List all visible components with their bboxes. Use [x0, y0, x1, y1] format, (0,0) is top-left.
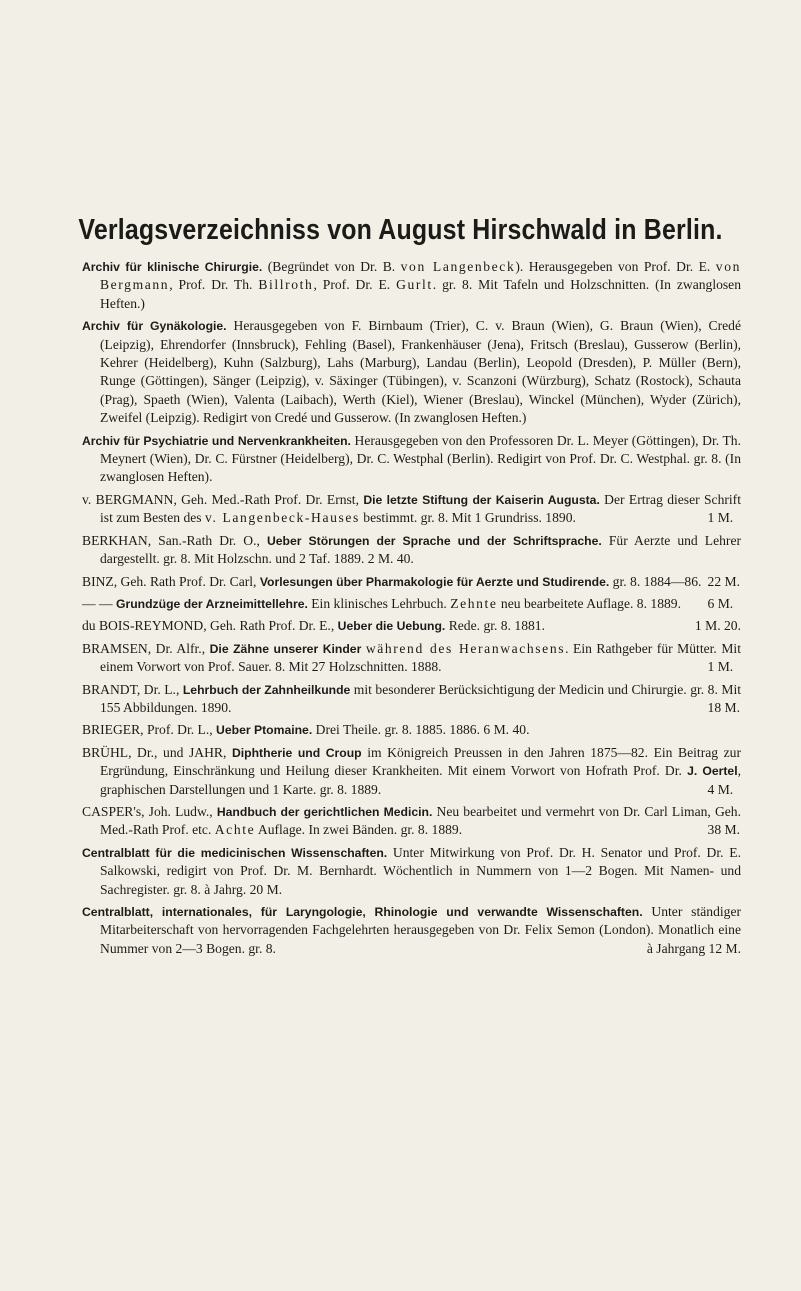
entry-text: Unter ständiger Mitarbeiterschaft von hervorragenden Fachgelehrten herausgegeben von Dr. Felix Semon (London). Monatlich eine Nummer von 2—3 Bogen. gr. 8.: [100, 904, 742, 956]
entry-book-title: Ueber Störungen der Sprache und der Schriftsprache.: [266, 533, 602, 548]
list-item: [82, 595, 741, 613]
entry-text: Unter Mitwirkung von Prof. Dr. H. Senator und Prof. Dr. E. Salkowski, redigirt von Prof. Dr. M. Bernhardt. Wöchentlich in Nummern von 1—2 Bogen. Mit Namen- und Sachregister. gr. 8. à Jahrg. 20 M.: [100, 844, 741, 897]
entry-keyword: Centralblatt, internationales, für Laryngologie, Rhinologie und verwandte Wissenschaften.: [82, 905, 643, 919]
list-item: [82, 532, 741, 569]
page-title: Verlagsverzeichniss von August Hirschwald in Berlin.: [78, 214, 723, 246]
entry-text: , Prof. Dr. E.: [313, 277, 397, 293]
entry-text: im Königreich Preussen in den Jahren 1875—82. Ein Beitrag zur Ergründung, Einschränkung und Heilung dieser Krankheiten. Mit einem Vorwort von Hofrath Prof. Dr.: [100, 744, 741, 779]
entry-author: von Bergmann: [100, 259, 741, 293]
entry-book-title: Vorlesungen über Pharmakologie für Aerzte und Studirende.: [259, 574, 610, 589]
entry-keyword: Centralblatt für die medicinischen Wissenschaften.: [82, 845, 388, 860]
entry-spaced-text: Achte: [214, 822, 256, 838]
entry-price: 4 M.: [707, 781, 734, 797]
entry-text: ). Herausgegeben von Prof. Dr. E.: [515, 259, 716, 274]
entry-price: 22 M.: [707, 573, 740, 589]
entry-book-title: Die Zähne unserer Kinder: [209, 641, 362, 656]
entry-text: Für Aerzte und Lehrer dargestellt. gr. 8. Mit Holzschn. und 2 Taf. 1889. 2 M. 40.: [100, 532, 742, 567]
list-item: [82, 681, 741, 718]
entry-text: , Prof. Dr. Th.: [169, 277, 259, 293]
entry-text: Rede. gr. 8. 1881.: [445, 618, 545, 634]
entry-author: Gurlt: [396, 277, 433, 293]
entry-book-title: Ueber die Uebung.: [337, 619, 446, 634]
entry-spaced-text: v. Langenbeck-Hauses: [204, 510, 360, 526]
list-item: [82, 721, 741, 739]
entry-text: Herausgegeben von den Professoren Dr. L. Meyer (Göttingen), Dr. Th. Meynert (Wien), Dr. C. Fürstner (Heidelberg), Dr. C. Westphal (Berlin). Redigirt von Prof. Dr. C. Westphal. gr. 8. (In zwanglosen Heften).: [100, 432, 741, 485]
list-item: [82, 744, 741, 799]
entry-author: CASPER's, Joh. Ludw.,: [82, 803, 217, 819]
entry-price: 18 M.: [707, 699, 740, 715]
list-item: [82, 803, 741, 840]
entry-price: 1 M.: [707, 510, 734, 526]
entry-author: BINZ, Geh. Rath Prof. Dr. Carl,: [82, 573, 260, 589]
entry-text: . Ein Rathgeber für Mütter. Mit einem Vorwort von Prof. Sauer. 8. Mit 27 Holzschnitten. 1888.: [100, 640, 741, 675]
list-item: [82, 573, 741, 591]
entry-text: neu bearbeitete Auflage. 8. 1889.: [497, 595, 681, 611]
list-item: [82, 640, 741, 677]
entry-price: 38 M.: [707, 822, 740, 838]
entry-author: Billroth: [258, 277, 314, 293]
entry-text: Drei Theile. gr. 8. 1885. 1886. 6 M. 40.: [312, 722, 530, 738]
entry-price: 1 M. 20.: [694, 618, 741, 634]
entry-text: Ein klinisches Lehrbuch.: [307, 595, 451, 611]
entry-book-title: J. Oertel: [687, 764, 738, 779]
entry-book-title: Diphtherie und Croup: [231, 745, 362, 760]
list-item: [82, 317, 741, 427]
entry-text: Neu bearbeitet und vermehrt von Dr. Carl Liman, Geh. Med.-Rath Prof. etc.: [100, 803, 742, 838]
entry-keyword: Archiv für Psychiatrie und Nervenkrankheiten.: [82, 433, 351, 448]
entry-keyword: Archiv für Gynäkologie.: [82, 319, 227, 334]
entry-text: Der Ertrag dieser Schrift ist zum Besten des: [100, 491, 741, 526]
list-item: [82, 844, 741, 899]
entry-book-title: Handbuch der gerichtlichen Medicin.: [216, 804, 433, 819]
entry-text: Auflage. In zwei Bänden. gr. 8. 1889.: [255, 822, 463, 838]
entry-author: BRANDT, Dr. L.,: [82, 681, 183, 697]
entry-price: à Jahrgang 12 M.: [646, 940, 741, 956]
entry-spaced-text: Zehnte: [450, 595, 498, 611]
entry-text: bestimmt. gr. 8. Mit 1 Grundriss. 1890.: [359, 510, 576, 526]
entry-text: . gr. 8. Mit Tafeln und Holzschnitten. (In zwanglosen Heften.): [100, 277, 742, 311]
entry-price: 6 M.: [707, 595, 734, 611]
list-item: [82, 258, 741, 313]
entry-author: BRIEGER, Prof. Dr. L.,: [82, 722, 217, 738]
entry-author: du BOIS-REYMOND, Geh. Rath Prof. Dr. E.,: [82, 618, 338, 634]
entry-keyword: Archiv für klinische Chirurgie.: [82, 260, 263, 274]
entry-author: von Langenbeck: [400, 259, 516, 274]
entry-book-title: Ueber Ptomaine.: [216, 723, 313, 738]
entry-author: BRAMSEN, Dr. Alfr.,: [82, 640, 210, 656]
list-item: [82, 432, 741, 487]
entry-text: Herausgegeben von F. Birnbaum (Trier), C. v. Braun (Wien), G. Braun (Wien), Credé (Leipzig), Ehrendorfer (Innsbruck), Fehling (Basel), Frankenhäuser (Jena), Fritsch (Breslau), Gusserow (Berlin), Kehrer (Heidelberg), Kuhn (Salzburg), Lahs (Marburg), Landau (Berlin), Leopold (Dresden), P. Müller (Bern), Runge (Göttingen), Sänger (Leipzig), v. Säxinger (Tübingen), v. Scanzoni (Würzburg), Schatz (Rostock), Schauta (Prag), Spaeth (Wien), Valenta (Laibach), Werth (Kiel), Wiener (Breslau), Winckel (München), Wyder (Zürich), Zweifel (Leipzig). Redigirt von Credé und Gusserow. (In zwanglosen Heften.): [100, 318, 741, 426]
entry-text: , graphischen Darstellungen und 1 Karte. gr. 8. 1889.: [100, 763, 742, 797]
entry-text: (Begründet von Dr. B.: [262, 259, 401, 274]
entry-book-title: Lehrbuch der Zahnheilkunde: [182, 682, 351, 697]
entry-book-title: Grundzüge der Arzneimittellehre.: [115, 596, 308, 611]
entry-author: — —: [82, 595, 116, 611]
entry-price: 1 M.: [707, 659, 734, 675]
list-item: [82, 491, 741, 528]
entry-author: BERKHAN, San.-Rath Dr. O.,: [82, 532, 267, 548]
entry-author: v. BERGMANN, Geh. Med.-Rath Prof. Dr. Ernst,: [82, 491, 364, 507]
list-item: [82, 617, 741, 635]
entry-author: BRÜHL, Dr., und JAHR,: [82, 744, 232, 760]
entry-text: gr. 8. 1884—86.: [609, 573, 702, 589]
list-item: [82, 903, 741, 958]
entry-spaced-text: während des Heranwachsens: [365, 640, 566, 656]
entry-book-title: Die letzte Stiftung der Kaiserin Augusta.: [363, 492, 600, 507]
entry-text: mit besonderer Berücksichtigung der Medicin und Chirurgie. gr. 8. Mit 155 Abbildungen. 1890.: [100, 681, 741, 715]
